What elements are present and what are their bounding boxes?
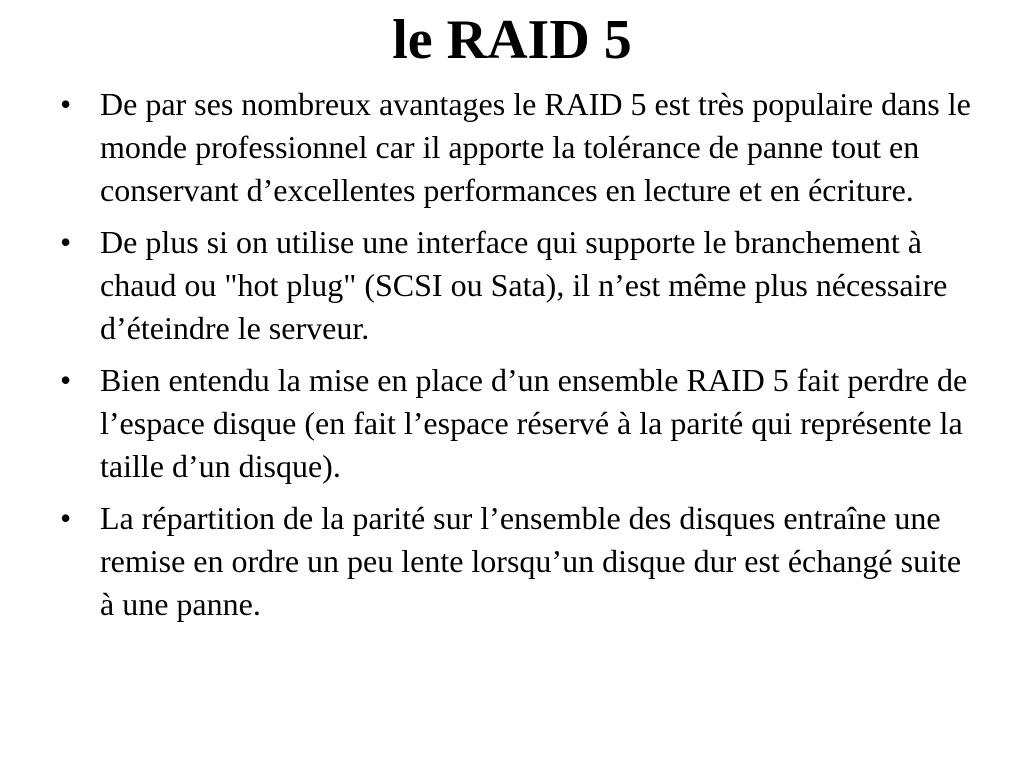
bullet-text: La répartition de la parité sur l’ensemble des disques entraîne une remise en ordre un peu lente lorsqu’un disque dur est échangé suite à une panne. — [100, 500, 962, 622]
bullet-item — [58, 221, 978, 350]
bullet-dot: • — [60, 500, 72, 536]
bullet-item — [58, 497, 978, 626]
bullet-text: De plus si on utilise une interface qui supporte le branchement à chaud ou "hot plug" (SCSI ou Sata), il n’est même plus nécessaire d’éteindre le serveur. — [100, 224, 948, 346]
bullet-dot: • — [60, 362, 72, 398]
bullet-item — [58, 83, 978, 212]
bullet-item — [58, 359, 978, 488]
bullet-dot: • — [60, 86, 72, 122]
bullet-text: Bien entendu la mise en place d’un ensemble RAID 5 fait perdre de l’espace disque (en fait l’espace réservé à la parité qui représente la taille d’un disque). — [100, 362, 968, 484]
slide-title: le RAID 5 — [392, 9, 632, 71]
bullet-list — [58, 83, 978, 635]
bullet-dot: • — [60, 224, 72, 260]
bullet-text: De par ses nombreux avantages le RAID 5 est très populaire dans le monde professionnel car il apporte la tolérance de panne tout en conservant d’excellentes performances en lecture et en écriture. — [100, 86, 971, 208]
